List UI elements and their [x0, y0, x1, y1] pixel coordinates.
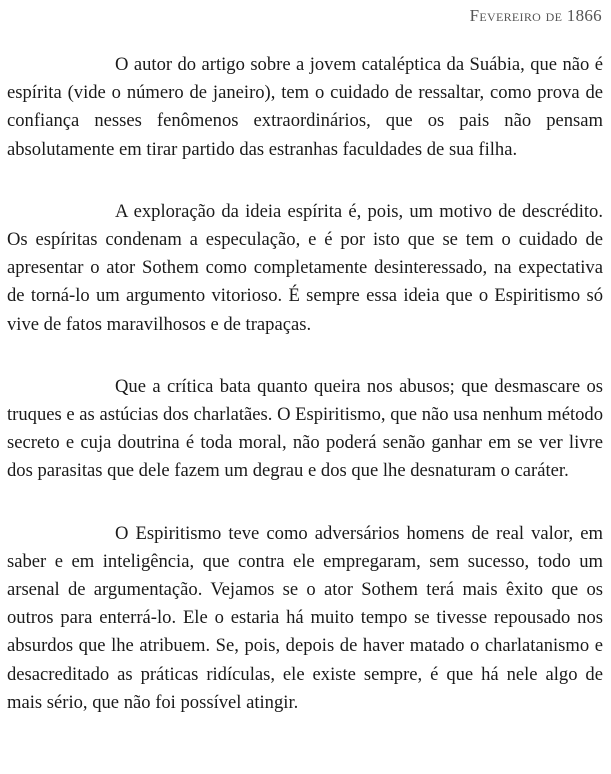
paragraph-1: O autor do artigo sobre a jovem cataléptica da Suábia, que não é espírita (vide o número de janeiro), tem o cuidado de ressaltar, como prova de confiança nesses fenômenos extraordinários, que os pais não pensam absolutamente em tirar partido das estranhas faculdades de sua filha. — [7, 54, 603, 160]
paragraph-2: A exploração da ideia espírita é, pois, um motivo de descrédito. Os espíritas condenam a especulação, e é por isto que se tem o cuidado de apresentar o ator Sothem como completamente desinteressado, na expectativa de torná-lo um argumento vitorioso. É sempre essa ideia que o Espiritismo só vive de fatos maravilhosos e de trapaças. — [7, 200, 603, 335]
paragraph-3: Que a crítica bata quanto queira nos abusos; que desmascare os truques e as astúcias dos charlatães. O Espiritismo, que não usa nenhum método secreto e cuja doutrina é toda moral, não poderá senão ganhar em se ver livre dos parasitas que dele fazem um degrau e dos que lhe desnaturam o caráter. — [7, 375, 603, 482]
running-header: Fevereiro de 1866 — [469, 6, 602, 25]
page-body — [7, 51, 603, 751]
paragraph-4: O Espiritismo teve como adversários homens de real valor, em saber e em inteligência, que contra ele empregaram, sem sucesso, todo um arsenal de argumentação. Vejamos se o ator Sothem terá mais êxito que os outros para enterrá-lo. Ele o estaria há muito tempo se tivesse repousado nos absurdos que lhe atribuem. Se, pois, depois de haver matado o charlatanismo e desacreditado as práticas ridículas, ele existe sempre, é que há nele algo de mais sério, que não foi possível atingir. — [7, 522, 603, 713]
